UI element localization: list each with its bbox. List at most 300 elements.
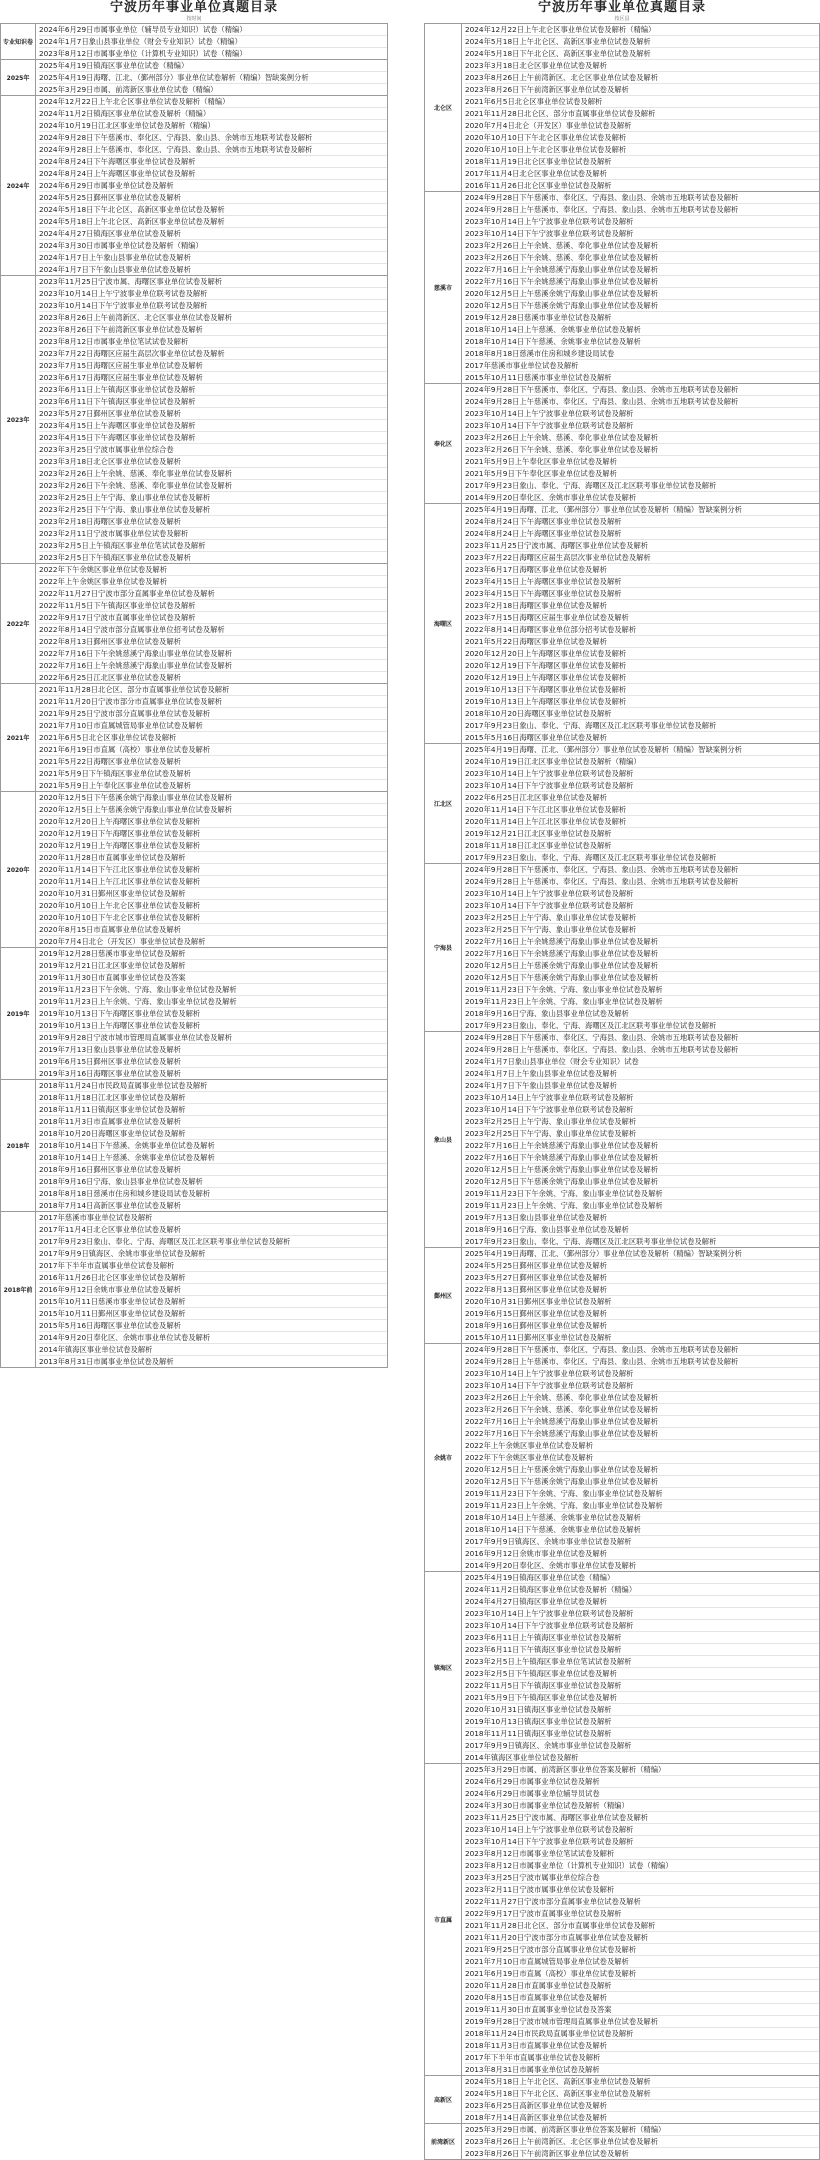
- toc-entry[interactable]: 2018年8月18日慈溪市住房和城乡建设局试卷及解析: [39, 1188, 387, 1200]
- toc-entry[interactable]: 2019年11月23日上午余姚、宁海、象山事业单位试卷及解析: [465, 1500, 819, 1512]
- section-label: 2018年: [1, 1080, 36, 1212]
- toc-entry[interactable]: 2019年12月21日江北区事业单位试卷及解析: [39, 960, 387, 972]
- toc-entry[interactable]: 2024年9月28日下午慈溪市、奉化区、宁海县、象山县、余姚市五地联考试卷及解析: [465, 384, 819, 396]
- toc-entry[interactable]: 2019年6月15日鄞州区事业单位试卷及解析: [39, 1056, 387, 1068]
- toc-entry[interactable]: 2024年9月28日上午慈溪市、奉化区、宁海县、象山县、余姚市五地联考试卷及解析: [465, 1044, 819, 1056]
- toc-entry[interactable]: 2023年2月18日海曙区事业单位试卷及解析: [39, 516, 387, 528]
- toc-entry[interactable]: 2019年7月13日象山县事业单位试卷及解析: [465, 1212, 819, 1224]
- toc-entry[interactable]: 2020年10月10日下午北仑区事业单位试卷及解析: [465, 132, 819, 144]
- toc-entry[interactable]: 2024年6月29日市属事业单位试卷及解析: [39, 180, 387, 192]
- toc-entry[interactable]: 2024年11月2日镇海区事业单位试卷及解析（精编）: [465, 1584, 819, 1596]
- toc-entry[interactable]: 2023年6月11日上午镇海区事业单位试卷及解析: [39, 384, 387, 396]
- toc-entry[interactable]: 2024年9月28日上午慈溪市、奉化区、宁海县、象山县、余姚市五地联考试卷及解析: [39, 144, 387, 156]
- toc-entry[interactable]: 2022年7月16日上午余姚慈溪宁海象山事业单位试卷及解析: [465, 1416, 819, 1428]
- toc-entry[interactable]: 2024年9月28日上午慈溪市、奉化区、宁海县、象山县、余姚市五地联考试卷及解析: [465, 876, 819, 888]
- toc-entry[interactable]: 2020年8月15日市直属事业单位试卷及解析: [465, 1992, 819, 2004]
- section-items: [36, 1212, 388, 1368]
- toc-entry[interactable]: 2024年11月2日镇海区事业单位试卷及解析（精编）: [39, 108, 387, 120]
- toc-entry[interactable]: 2023年2月26日下午余姚、慈溪、奉化事业单位试卷及解析: [465, 252, 819, 264]
- toc-entry[interactable]: 2024年5月18日下午北仑区、高新区事业单位试卷及解析: [465, 48, 819, 60]
- toc-entry[interactable]: 2023年5月27日鄞州区事业单位试卷及解析: [39, 408, 387, 420]
- toc-entry[interactable]: 2021年11月20日宁波市部分市直属事业单位试卷及解析: [465, 1932, 819, 1944]
- toc-entry[interactable]: 2023年11月25日宁波市属、海曙区事业单位试卷及解析: [39, 276, 387, 288]
- toc-entry[interactable]: 2020年12月5日下午慈溪余姚宁海象山事业单位试卷及解析: [465, 1176, 819, 1188]
- toc-entry[interactable]: 2022年8月13日鄞州区事业单位试卷及解析: [39, 636, 387, 648]
- toc-entry[interactable]: 2015年10月11日鄞州区事业单位试卷及解析: [465, 1333, 612, 1342]
- toc-entry[interactable]: 2019年7月13日象山县事业单位试卷及解析: [39, 1044, 387, 1056]
- toc-entry[interactable]: 2018年11月11日镇海区事业单位试卷及解析: [465, 1728, 819, 1740]
- toc-entry[interactable]: 2022年7月16日上午余姚慈溪宁海象山事业单位试卷及解析: [465, 264, 819, 276]
- toc-entry[interactable]: 2018年7月14日高新区事业单位试卷及解析: [39, 1201, 181, 1210]
- toc-entry[interactable]: 2023年2月5日下午镇海区事业单位试卷及解析: [465, 1668, 819, 1680]
- toc-entry[interactable]: 2020年10月31日鄞州区事业单位试卷及解析: [39, 888, 387, 900]
- toc-entry[interactable]: 2017年11月4日北仑区事业单位试卷及解析: [39, 1224, 387, 1236]
- toc-entry[interactable]: 2023年2月11日宁波市属事业单位试卷及解析: [465, 1884, 819, 1896]
- toc-entry[interactable]: 2017年9月23日象山、奉化、宁海、海曙区及江北区联考事业单位试卷及解析: [465, 853, 717, 862]
- toc-entry[interactable]: 2024年9月28日上午慈溪市、奉化区、宁海县、象山县、余姚市五地联考试卷及解析: [465, 396, 819, 408]
- toc-entry[interactable]: 2021年6月5日北仑区事业单位试卷及解析: [465, 96, 819, 108]
- toc-entry[interactable]: 2023年7月22日海曙区应届生高层次事业单位试卷及解析: [465, 552, 819, 564]
- toc-entry[interactable]: 2023年2月25日下午宁海、象山事业单位试卷及解析: [39, 504, 387, 516]
- section-label: 2019年: [1, 948, 36, 1080]
- toc-entry[interactable]: 2022年7月16日上午余姚慈溪宁海象山事业单位试卷及解析: [465, 1140, 819, 1152]
- toc-entry[interactable]: 2024年9月28日下午慈溪市、奉化区、宁海县、象山县、余姚市五地联考试卷及解析: [39, 132, 387, 144]
- toc-entry[interactable]: 2023年7月22日海曙区应届生高层次事业单位试卷及解析: [39, 348, 387, 360]
- toc-entry[interactable]: 2021年5月9日上午奉化区事业单位试卷及解析: [465, 456, 819, 468]
- toc-entry[interactable]: 2019年10月13日下午海曙区事业单位试卷及解析: [465, 684, 819, 696]
- toc-entry[interactable]: 2022年下午余姚区事业单位试卷及解析: [39, 564, 387, 576]
- toc-entry[interactable]: 2022年7月16日上午余姚慈溪宁海象山事业单位试卷及解析: [465, 936, 819, 948]
- toc-entry[interactable]: 2019年10月13日上午海曙区事业单位试卷及解析: [465, 696, 819, 708]
- toc-entry[interactable]: 2020年12月5日上午慈溪余姚宁海象山事业单位试卷及解析: [39, 804, 387, 816]
- toc-entry[interactable]: 2023年11月25日宁波市属、海曙区事业单位试卷及解析: [465, 1812, 819, 1824]
- left-subtitle: 按时间: [186, 16, 202, 22]
- toc-entry[interactable]: 2023年10月14日上午宁波事业单位联考试卷及解析: [465, 1824, 819, 1836]
- toc-entry[interactable]: 2023年4月15日上午海曙区事业单位试卷及解析: [465, 576, 819, 588]
- toc-entry[interactable]: 2017年9月9日镇海区、余姚市事业单位试卷及解析: [39, 1248, 387, 1260]
- toc-entry[interactable]: 2020年12月19日下午海曙区事业单位试卷及解析: [465, 660, 819, 672]
- toc-entry[interactable]: 2021年7月10日市直属城管局事业单位试卷及解析: [39, 720, 387, 732]
- toc-entry[interactable]: 2020年12月5日下午慈溪余姚宁海象山事业单位试卷及解析: [465, 300, 819, 312]
- toc-entry[interactable]: 2017年9月23日象山、奉化、宁海、海曙区及江北区联考事业单位试卷及解析: [39, 1236, 387, 1248]
- toc-entry[interactable]: 2024年5月25日鄞州区事业单位试卷及解析: [465, 1260, 819, 1272]
- section-label: 余姚市: [425, 1344, 462, 1572]
- toc-entry[interactable]: 2023年10月14日上午宁波事业单位联考试卷及解析: [465, 888, 819, 900]
- toc-entry[interactable]: 2023年3月25日宁波市属事业单位综合卷: [39, 444, 387, 456]
- toc-entry[interactable]: 2020年11月14日上午江北区事业单位试卷及解析: [39, 876, 387, 888]
- toc-entry[interactable]: 2020年12月5日上午慈溪余姚宁海象山事业单位试卷及解析: [465, 288, 819, 300]
- toc-entry[interactable]: 2013年8月31日市属事业单位试卷及解析: [39, 1357, 174, 1366]
- toc-entry[interactable]: 2018年10月14日上午慈溪、余姚事业单位试卷及解析: [465, 1512, 819, 1524]
- toc-entry[interactable]: 2022年9月17日宁波市直属事业单位试卷及解析: [39, 612, 387, 624]
- toc-entry[interactable]: 2018年10月14日上午慈溪、余姚事业单位试卷及解析: [465, 324, 819, 336]
- toc-entry[interactable]: 2024年6月29日市属事业单位试卷及解析: [465, 1776, 819, 1788]
- toc-entry[interactable]: 2020年12月19日上午海曙区事业单位试卷及解析: [39, 840, 387, 852]
- toc-entry[interactable]: 2018年10月14日上午慈溪、余姚事业单位试卷及解析: [39, 1152, 387, 1164]
- toc-entry[interactable]: 2019年10月13日镇海区事业单位试卷及解析: [465, 1716, 819, 1728]
- toc-entry[interactable]: 2017年慈溪市事业单位试卷及解析: [39, 1212, 387, 1224]
- toc-entry[interactable]: 2024年6月29日市属事业单位（辅导员专业知识）试卷（精编）: [39, 24, 387, 36]
- toc-entry[interactable]: 2023年2月25日上午宁海、象山事业单位试卷及解析: [39, 492, 387, 504]
- toc-entry[interactable]: 2021年5月22日海曙区事业单位试卷及解析: [465, 636, 819, 648]
- toc-entry[interactable]: 2024年4月27日镇海区事业单位试卷及解析: [465, 1596, 819, 1608]
- toc-entry[interactable]: 2018年10月20日海曙区事业单位试卷及解析: [465, 708, 819, 720]
- toc-entry[interactable]: 2016年11月26日北仑区事业单位试卷及解析: [39, 1272, 387, 1284]
- toc-entry[interactable]: 2025年4月19日海曙、江北、（鄞州部分）事业单位试卷解析（精编）智缺案例分析: [39, 72, 387, 84]
- section-items: [36, 276, 388, 564]
- toc-entry[interactable]: 2015年5月16日海曙区事业单位试卷及解析: [39, 1320, 387, 1332]
- toc-entry[interactable]: 2023年10月14日下午宁波事业单位联考试卷及解析: [465, 228, 819, 240]
- toc-entry[interactable]: 2025年4月19日镇海区事业单位试卷（精编）: [39, 60, 387, 72]
- toc-entry[interactable]: 2023年3月25日宁波市属事业单位综合卷: [465, 1872, 819, 1884]
- toc-entry[interactable]: 2021年5月9日下午镇海区事业单位试卷及解析: [39, 768, 387, 780]
- toc-entry[interactable]: 2021年5月22日海曙区事业单位试卷及解析: [39, 756, 387, 768]
- toc-entry[interactable]: 2018年11月18日江北区事业单位试卷及解析: [465, 840, 819, 852]
- toc-entry[interactable]: 2015年10月11日慈溪市事业单位试卷及解析: [39, 1296, 387, 1308]
- toc-entry[interactable]: 2021年6月19日市直属（高校）事业单位试卷及解析: [465, 1968, 819, 1980]
- toc-entry[interactable]: 2024年8月24日上午海曙区事业单位试卷及解析: [465, 528, 819, 540]
- toc-entry[interactable]: 2023年10月14日下午宁波事业单位联考试卷及解析: [39, 300, 387, 312]
- toc-entry[interactable]: 2018年10月14日下午慈溪、余姚事业单位试卷及解析: [465, 336, 819, 348]
- toc-entry[interactable]: 2024年5月18日下午北仑区、高新区事业单位试卷及解析: [39, 204, 387, 216]
- toc-entry[interactable]: 2023年4月15日下午海曙区事业单位试卷及解析: [465, 588, 819, 600]
- toc-entry[interactable]: 2014年9月20日奉化区、余姚市事业单位试卷及解析: [465, 1561, 637, 1570]
- toc-entry[interactable]: 2022年上午余姚区事业单位试卷及解析: [39, 576, 387, 588]
- toc-entry[interactable]: 2015年5月16日海曙区事业单位试卷及解析: [465, 733, 607, 742]
- toc-entry[interactable]: 2023年2月26日上午余姚、慈溪、奉化事业单位试卷及解析: [465, 240, 819, 252]
- toc-entry[interactable]: 2019年11月23日上午余姚、宁海、象山事业单位试卷及解析: [39, 996, 387, 1008]
- toc-entry[interactable]: 2023年10月14日上午宁波事业单位联考试卷及解析: [465, 1608, 819, 1620]
- toc-entry[interactable]: 2022年7月16日下午余姚慈溪宁海象山事业单位试卷及解析: [465, 276, 819, 288]
- toc-entry[interactable]: 2022年8月13日鄞州区事业单位试卷及解析: [465, 1284, 819, 1296]
- toc-entry[interactable]: 2019年9月28日宁波市城市管理局直属事业单位试卷及解析: [39, 1032, 387, 1044]
- toc-entry[interactable]: 2017年9月23日象山、奉化、宁海、海曙区及江北区联考事业单位试卷及解析: [465, 1237, 717, 1246]
- toc-entry[interactable]: 2018年10月14日下午慈溪、余姚事业单位试卷及解析: [39, 1140, 387, 1152]
- toc-entry[interactable]: 2024年6月29日市属事业单位辅导员试卷: [465, 1788, 819, 1800]
- toc-entry[interactable]: 2018年11月3日市直属事业单位试卷及解析: [39, 1116, 387, 1128]
- toc-entry[interactable]: 2023年8月26日上午前湾新区、北仑区事业单位试卷及解析: [465, 72, 819, 84]
- toc-entry[interactable]: 2023年5月27日鄞州区事业单位试卷及解析: [465, 1272, 819, 1284]
- toc-entry[interactable]: 2024年12月22日上午北仑区事业单位试卷及解析（精编）: [39, 96, 387, 108]
- toc-entry[interactable]: 2018年8月18日慈溪市住房和城乡建设局试卷: [465, 348, 819, 360]
- toc-entry[interactable]: 2023年8月26日上午前湾新区、北仑区事业单位试卷及解析: [39, 312, 387, 324]
- toc-entry[interactable]: 2017年9月23日象山、奉化、宁海、海曙区及江北区联考事业单位试卷及解析: [465, 720, 819, 732]
- toc-entry[interactable]: 2024年9月28日上午慈溪市、奉化区、宁海县、象山县、余姚市五地联考试卷及解析: [465, 1356, 819, 1368]
- toc-entry[interactable]: 2020年10月31日鄞州区事业单位试卷及解析: [465, 1296, 819, 1308]
- toc-entry[interactable]: 2021年11月20日宁波市部分市直属事业单位试卷及解析: [39, 696, 387, 708]
- toc-entry[interactable]: 2022年7月16日下午余姚慈溪宁海象山事业单位试卷及解析: [39, 648, 387, 660]
- toc-entry[interactable]: 2019年11月23日下午余姚、宁海、象山事业单位试卷及解析: [465, 1188, 819, 1200]
- toc-entry[interactable]: 2018年9月16日宁海、象山县事业单位试卷及解析: [39, 1176, 387, 1188]
- toc-entry[interactable]: 2015年10月11日慈溪市事业单位试卷及解析: [465, 373, 612, 382]
- toc-entry[interactable]: 2019年11月23日上午余姚、宁海、象山事业单位试卷及解析: [465, 996, 819, 1008]
- toc-entry[interactable]: 2020年12月20日上午海曙区事业单位试卷及解析: [465, 648, 819, 660]
- toc-entry[interactable]: 2024年5月25日鄞州区事业单位试卷及解析: [39, 192, 387, 204]
- toc-entry[interactable]: 2023年2月25日上午宁海、象山事业单位试卷及解析: [465, 1116, 819, 1128]
- toc-entry[interactable]: 2023年8月26日下午前湾新区事业单位试卷及解析: [465, 2149, 629, 2158]
- toc-entry[interactable]: 2017年9月23日象山、奉化、宁海、海曙区及江北区联考事业单位试卷及解析: [465, 1021, 717, 1030]
- toc-entry[interactable]: 2024年3月30日市属事业单位试卷及解析（精编）: [39, 240, 387, 252]
- toc-entry[interactable]: 2025年4月19日海曙、江北、（鄞州部分）事业单位试卷及解析（精编）智缺案例分析: [465, 1248, 819, 1260]
- toc-entry[interactable]: 2024年9月28日下午慈溪市、奉化区、宁海县、象山县、余姚市五地联考试卷及解析: [465, 864, 819, 876]
- section-items: [462, 864, 820, 1032]
- toc-entry[interactable]: 2017年9月9日镇海区、余姚市事业单位试卷及解析: [465, 1536, 819, 1548]
- toc-entry[interactable]: 2023年6月25日高新区事业单位试卷及解析: [465, 2100, 819, 2112]
- toc-entry[interactable]: 2024年1月7日上午象山县事业单位试卷及解析: [465, 1068, 819, 1080]
- toc-entry[interactable]: 2023年2月5日上午镇海区事业单位笔试试卷及解析: [39, 540, 387, 552]
- toc-entry[interactable]: 2024年8月24日下午海曙区事业单位试卷及解析: [39, 156, 387, 168]
- toc-entry[interactable]: 2017年9月23日象山、奉化、宁海、海曙区及江北区联考事业单位试卷及解析: [465, 480, 819, 492]
- toc-entry[interactable]: 2018年10月20日海曙区事业单位试卷及解析: [39, 1128, 387, 1140]
- toc-entry[interactable]: 2020年10月10日上午北仑区事业单位试卷及解析: [465, 144, 819, 156]
- toc-entry[interactable]: 2024年1月7日下午象山县事业单位试卷及解析: [465, 1080, 819, 1092]
- toc-entry[interactable]: 2019年10月13日上午海曙区事业单位试卷及解析: [39, 1020, 387, 1032]
- toc-entry[interactable]: 2014年镇海区事业单位试卷及解析: [465, 1753, 579, 1762]
- toc-entry[interactable]: 2022年7月16日上午余姚慈溪宁海象山事业单位试卷及解析: [39, 660, 387, 672]
- toc-entry[interactable]: 2023年2月26日上午余姚、慈溪、奉化事业单位试卷及解析: [465, 432, 819, 444]
- toc-entry[interactable]: 2023年10月14日下午宁波事业单位联考试卷及解析: [465, 1836, 819, 1848]
- toc-entry[interactable]: 2023年4月15日上午海曙区事业单位试卷及解析: [39, 420, 387, 432]
- toc-entry[interactable]: 2022年11月5日下午镇海区事业单位试卷及解析: [465, 1680, 819, 1692]
- toc-entry[interactable]: 2018年11月3日市直属事业单位试卷及解析: [465, 2040, 819, 2052]
- toc-entry[interactable]: 2023年10月14日下午宁波事业单位联考试卷及解析: [465, 780, 819, 792]
- toc-entry[interactable]: 2023年7月15日海曙区应届生事业单位试卷及解析: [39, 360, 387, 372]
- toc-entry[interactable]: 2019年11月23日下午余姚、宁海、象山事业单位试卷及解析: [465, 1488, 819, 1500]
- toc-entry[interactable]: 2018年10月14日下午慈溪、余姚事业单位试卷及解析: [465, 1524, 819, 1536]
- toc-entry[interactable]: 2023年2月26日下午余姚、慈溪、奉化事业单位试卷及解析: [39, 480, 387, 492]
- toc-entry[interactable]: 2024年1月7日上午象山县事业单位试卷及解析: [39, 252, 387, 264]
- toc-entry[interactable]: 2024年5月18日上午北仑区、高新区事业单位试卷及解析: [465, 36, 819, 48]
- toc-entry[interactable]: 2023年10月14日上午宁波事业单位联考试卷及解析: [465, 1368, 819, 1380]
- toc-entry[interactable]: 2023年6月17日海曙区事业单位试卷及解析: [465, 564, 819, 576]
- toc-entry[interactable]: 2023年2月26日上午余姚、慈溪、奉化事业单位试卷及解析: [465, 1392, 819, 1404]
- toc-entry[interactable]: 2019年12月21日江北区事业单位试卷及解析: [465, 828, 819, 840]
- section-items: [462, 2124, 820, 2160]
- toc-entry[interactable]: 2018年11月18日江北区事业单位试卷及解析: [39, 1092, 387, 1104]
- toc-entry[interactable]: 2020年11月28日市直属事业单位试卷及解析: [465, 1980, 819, 1992]
- toc-entry[interactable]: 2023年10月14日下午宁波事业单位联考试卷及解析: [465, 1380, 819, 1392]
- toc-entry[interactable]: 2021年7月10日市直属城管局事业单位试卷及解析: [465, 1956, 819, 1968]
- toc-entry[interactable]: 2020年11月14日下午江北区事业单位试卷及解析: [39, 864, 387, 876]
- toc-entry[interactable]: 2016年11月26日北仑区事业单位试卷及解析: [465, 181, 612, 190]
- toc-entry[interactable]: 2023年2月25日上午宁海、象山事业单位试卷及解析: [465, 912, 819, 924]
- toc-entry[interactable]: 2020年7月4日北仑（开发区）事业单位试卷及解析: [465, 120, 819, 132]
- toc-entry[interactable]: 2024年4月27日镇海区事业单位试卷及解析: [39, 228, 387, 240]
- toc-entry[interactable]: 2024年8月24日上午海曙区事业单位试卷及解析: [39, 168, 387, 180]
- toc-entry[interactable]: 2019年11月30日市直属事业单位试卷及答案: [465, 2004, 819, 2016]
- toc-entry[interactable]: 2020年12月19日上午海曙区事业单位试卷及解析: [465, 672, 819, 684]
- toc-entry[interactable]: 2021年5月9日下午镇海区事业单位试卷及解析: [465, 1692, 819, 1704]
- toc-entry[interactable]: 2022年8月14日海曙区事业单位部分招考试卷及解析: [465, 624, 819, 636]
- toc-entry[interactable]: 2020年10月10日上午北仑区事业单位试卷及解析: [39, 900, 387, 912]
- toc-entry[interactable]: 2024年5月18日上午北仑区、高新区事业单位试卷及解析: [39, 216, 387, 228]
- toc-entry[interactable]: 2022年6月25日江北区事业单位试卷及解析: [39, 673, 181, 682]
- toc-entry[interactable]: 2017年下半年市直属事业单位试卷及解析: [39, 1260, 387, 1272]
- toc-entry[interactable]: 2020年12月5日下午慈溪余姚宁海象山事业单位试卷及解析: [39, 792, 387, 804]
- toc-entry[interactable]: 2019年11月30日市直属事业单位试卷及答案: [39, 972, 387, 984]
- toc-entry[interactable]: 2023年2月18日海曙区事业单位试卷及解析: [465, 600, 819, 612]
- toc-entry[interactable]: 2018年11月11日镇海区事业单位试卷及解析: [39, 1104, 387, 1116]
- toc-entry[interactable]: 2022年11月5日下午镇海区事业单位试卷及解析: [39, 600, 387, 612]
- toc-entry[interactable]: 2022年8月14日宁波市部分直属事业单位招考试卷及解析: [39, 624, 387, 636]
- toc-entry[interactable]: 2017年9月9日镇海区、余姚市事业单位试卷及解析: [465, 1740, 819, 1752]
- toc-entry[interactable]: 2023年10月14日上午宁波事业单位联考试卷及解析: [465, 408, 819, 420]
- toc-entry[interactable]: 2016年9月12日余姚市事业单位试卷及解析: [39, 1284, 387, 1296]
- toc-entry[interactable]: 2022年11月27日宁波市部分直属事业单位试卷及解析: [39, 588, 387, 600]
- toc-entry[interactable]: 2024年12月22日上午北仑区事业单位试卷及解析（精编）: [465, 24, 819, 36]
- toc-entry[interactable]: 2018年11月24日市民政局直属事业单位试卷及解析: [465, 2028, 819, 2040]
- toc-entry[interactable]: 2020年12月5日上午慈溪余姚宁海象山事业单位试卷及解析: [465, 1464, 819, 1476]
- toc-entry[interactable]: 2023年4月15日下午海曙区事业单位试卷及解析: [39, 432, 387, 444]
- toc-entry[interactable]: 2024年8月24日下午海曙区事业单位试卷及解析: [465, 516, 819, 528]
- toc-entry[interactable]: 2023年2月25日下午宁海、象山事业单位试卷及解析: [465, 924, 819, 936]
- toc-entry[interactable]: 2023年8月26日下午前湾新区事业单位试卷及解析: [39, 324, 387, 336]
- toc-entry[interactable]: 2024年1月7日象山县事业单位（财会专业知识）试卷（精编）: [39, 36, 387, 48]
- toc-section-row: [1, 1212, 388, 1368]
- toc-entry[interactable]: 2021年6月19日市直属（高校）事业单位试卷及解析: [39, 744, 387, 756]
- toc-entry[interactable]: 2024年9月28日上午慈溪市、奉化区、宁海县、象山县、余姚市五地联考试卷及解析: [465, 204, 819, 216]
- toc-entry[interactable]: 2021年11月28日北仑区、部分市直属事业单位试卷及解析: [39, 684, 387, 696]
- toc-entry[interactable]: 2022年下午余姚区事业单位试卷及解析: [465, 1452, 819, 1464]
- toc-entry[interactable]: 2017年11月4日北仑区事业单位试卷及解析: [465, 168, 819, 180]
- toc-entry[interactable]: 2019年11月23日上午余姚、宁海、象山事业单位试卷及解析: [465, 1200, 819, 1212]
- toc-entry[interactable]: 2024年1月7日象山县事业单位（财会专业知识）试卷: [465, 1056, 819, 1068]
- toc-entry[interactable]: 2019年10月13日下午海曙区事业单位试卷及解析: [39, 1008, 387, 1020]
- toc-entry[interactable]: 2023年10月14日上午宁波事业单位联考试卷及解析: [465, 1092, 819, 1104]
- toc-entry[interactable]: 2023年10月14日上午宁波事业单位联考试卷及解析: [465, 216, 819, 228]
- toc-entry[interactable]: 2018年9月16日鄞州区事业单位试卷及解析: [39, 1164, 387, 1176]
- toc-entry[interactable]: 2022年9月17日宁波市直属事业单位试卷及解析: [465, 1908, 819, 1920]
- toc-entry[interactable]: 2025年4月19日海曙、江北、（鄞州部分）事业单位试卷及解析（精编）智缺案例分析: [465, 504, 819, 516]
- toc-entry[interactable]: 2019年3月16日海曙区事业单位试卷及解析: [39, 1069, 181, 1078]
- toc-entry[interactable]: 2019年11月23日下午余姚、宁海、象山事业单位试卷及解析: [465, 984, 819, 996]
- toc-entry[interactable]: 2024年10月19日江北区事业单位试卷及解析（精编）: [465, 756, 819, 768]
- toc-entry[interactable]: 2023年8月12日市属事业单位（计算机专业知识）试卷（精编）: [39, 49, 247, 58]
- toc-entry[interactable]: 2018年9月16日鄞州区事业单位试卷及解析: [465, 1320, 819, 1332]
- toc-entry[interactable]: 2018年11月24日市民政局直属事业单位试卷及解析: [39, 1080, 387, 1092]
- toc-entry[interactable]: 2024年5月18日上午北仑区、高新区事业单位试卷及解析: [465, 2076, 819, 2088]
- toc-entry[interactable]: 2016年9月12日余姚市事业单位试卷及解析: [465, 1548, 819, 1560]
- toc-entry[interactable]: 2023年8月26日上午前湾新区、北仑区事业单位试卷及解析: [465, 2136, 819, 2148]
- toc-entry[interactable]: 2024年1月7日下午象山县事业单位试卷及解析: [39, 265, 191, 274]
- toc-entry[interactable]: 2020年7月4日北仑（开发区）事业单位试卷及解析: [39, 937, 206, 946]
- toc-entry[interactable]: 2020年11月14日下午江北区事业单位试卷及解析: [465, 804, 819, 816]
- toc-entry[interactable]: 2024年3月30日市属事业单位试卷及解析（精编）: [465, 1800, 819, 1812]
- toc-entry[interactable]: 2025年4月19日镇海区事业单位试卷（精编）: [465, 1572, 819, 1584]
- toc-entry[interactable]: 2018年11月19日北仑区事业单位试卷及解析: [465, 156, 819, 168]
- toc-entry[interactable]: 2019年6月15日鄞州区事业单位试卷及解析: [465, 1308, 819, 1320]
- toc-entry[interactable]: 2017年下半年市直属事业单位试卷及解析: [465, 2052, 819, 2064]
- toc-entry[interactable]: 2023年8月12日市属事业单位笔试试卷及解析: [465, 1848, 819, 1860]
- toc-entry[interactable]: 2014年镇海区事业单位试卷及解析: [39, 1344, 387, 1356]
- toc-entry[interactable]: 2019年11月23日下午余姚、宁海、象山事业单位试卷及解析: [39, 984, 387, 996]
- toc-entry[interactable]: 2021年9月25日宁波市部分直属事业单位试卷及解析: [39, 708, 387, 720]
- toc-entry[interactable]: 2020年12月20日上午海曙区事业单位试卷及解析: [39, 816, 387, 828]
- toc-entry[interactable]: 2023年7月15日海曙区应届生事业单位试卷及解析: [465, 612, 819, 624]
- toc-entry[interactable]: 2025年4月19日海曙、江北、（鄞州部分）事业单位试卷及解析（精编）智缺案例分析: [465, 744, 819, 756]
- toc-entry[interactable]: 2023年10月14日下午宁波事业单位联考试卷及解析: [465, 420, 819, 432]
- toc-entry[interactable]: 2020年10月31日镇海区事业单位试卷及解析: [465, 1704, 819, 1716]
- toc-entry[interactable]: 2023年10月14日上午宁波事业单位联考试卷及解析: [465, 768, 819, 780]
- toc-entry[interactable]: 2020年12月19日下午海曙区事业单位试卷及解析: [39, 828, 387, 840]
- toc-entry[interactable]: 2023年2月11日宁波市属事业单位试卷及解析: [39, 528, 387, 540]
- toc-entry[interactable]: 2020年12月5日上午慈溪余姚宁海象山事业单位试卷及解析: [465, 960, 819, 972]
- toc-entry[interactable]: 2023年2月26日下午余姚、慈溪、奉化事业单位试卷及解析: [465, 1404, 819, 1416]
- toc-entry[interactable]: 2013年8月31日市属事业单位试卷及解析: [465, 2065, 600, 2074]
- section-label: 象山县: [425, 1032, 462, 1248]
- toc-entry[interactable]: 2023年10月14日下午宁波事业单位联考试卷及解析: [465, 1104, 819, 1116]
- toc-entry[interactable]: 2024年10月19日江北区事业单位试卷及解析（精编）: [39, 120, 387, 132]
- toc-entry[interactable]: 2023年3月18日北仑区事业单位试卷及解析: [39, 456, 387, 468]
- toc-entry[interactable]: 2024年5月18日下午北仑区、高新区事业单位试卷及解析: [465, 2088, 819, 2100]
- toc-entry[interactable]: 2015年10月11日鄞州区事业单位试卷及解析: [39, 1308, 387, 1320]
- toc-entry[interactable]: 2023年6月11日下午镇海区事业单位试卷及解析: [39, 396, 387, 408]
- toc-entry[interactable]: 2023年6月17日海曙区应届生事业单位试卷及解析: [39, 372, 387, 384]
- toc-entry[interactable]: 2020年12月5日上午慈溪余姚宁海象山事业单位试卷及解析: [465, 1164, 819, 1176]
- toc-entry[interactable]: 2020年8月15日市直属事业单位试卷及解析: [39, 924, 387, 936]
- toc-entry[interactable]: 2021年11月28日北仑区、部分市直属事业单位试卷及解析: [465, 108, 819, 120]
- toc-entry[interactable]: 2023年2月26日下午余姚、慈溪、奉化事业单位试卷及解析: [465, 444, 819, 456]
- toc-entry[interactable]: 2018年9月16日宁海、象山县事业单位试卷及解析: [465, 1224, 819, 1236]
- toc-entry[interactable]: 2021年6月5日北仑区事业单位试卷及解析: [39, 732, 387, 744]
- toc-entry[interactable]: 2023年10月14日下午宁波事业单位联考试卷及解析: [465, 1620, 819, 1632]
- toc-entry[interactable]: 2019年12月28日慈溪市事业单位试卷及解析: [465, 312, 819, 324]
- toc-entry[interactable]: 2022年6月25日江北区事业单位试卷及解析: [465, 792, 819, 804]
- toc-entry[interactable]: 2022年11月27日宁波市部分直属事业单位试卷及解析: [465, 1896, 819, 1908]
- toc-entry[interactable]: 2018年7月14日高新区事业单位试卷及解析: [465, 2113, 607, 2122]
- toc-entry[interactable]: 2021年9月25日宁波市部分直属事业单位试卷及解析: [465, 1944, 819, 1956]
- toc-entry[interactable]: 2023年3月18日北仑区事业单位试卷及解析: [465, 60, 819, 72]
- toc-entry[interactable]: 2023年8月26日下午前湾新区事业单位试卷及解析: [465, 84, 819, 96]
- toc-entry[interactable]: 2020年12月5日下午慈溪余姚宁海象山事业单位试卷及解析: [465, 1476, 819, 1488]
- toc-entry[interactable]: 2022年上午余姚区事业单位试卷及解析: [465, 1440, 819, 1452]
- toc-entry[interactable]: 2021年11月28日北仑区、部分市直属事业单位试卷及解析: [465, 1920, 819, 1932]
- toc-entry[interactable]: 2020年11月28日市直属事业单位试卷及解析: [39, 852, 387, 864]
- toc-entry[interactable]: 2022年7月16日下午余姚慈溪宁海象山事业单位试卷及解析: [465, 948, 819, 960]
- toc-entry[interactable]: 2023年10月14日上午宁波事业单位联考试卷及解析: [39, 288, 387, 300]
- toc-entry[interactable]: 2023年2月26日上午余姚、慈溪、奉化事业单位试卷及解析: [39, 468, 387, 480]
- toc-entry[interactable]: 2020年11月14日上午江北区事业单位试卷及解析: [465, 816, 819, 828]
- toc-entry[interactable]: 2019年9月28日宁波市城市管理局直属事业单位试卷及解析: [465, 2016, 819, 2028]
- toc-entry[interactable]: 2020年10月10日下午北仑区事业单位试卷及解析: [39, 912, 387, 924]
- toc-entry[interactable]: 2025年3月29日市属、前湾新区事业单位答案及解析（精编）: [465, 2124, 819, 2136]
- toc-entry[interactable]: 2018年9月16日宁海、象山县事业单位试卷及解析: [465, 1008, 819, 1020]
- toc-entry[interactable]: 2020年12月5日下午慈溪余姚宁海象山事业单位试卷及解析: [465, 972, 819, 984]
- toc-entry[interactable]: 2024年9月28日下午慈溪市、奉化区、宁海县、象山县、余姚市五地联考试卷及解析: [465, 1032, 819, 1044]
- toc-entry[interactable]: 2023年11月25日宁波市属、海曙区事业单位试卷及解析: [465, 540, 819, 552]
- toc-entry[interactable]: 2021年5月9日下午奉化区事业单位试卷及解析: [465, 468, 819, 480]
- toc-entry[interactable]: 2014年9月20日奉化区、余姚市事业单位试卷及解析: [39, 1332, 387, 1344]
- toc-entry[interactable]: 2024年9月28日下午慈溪市、奉化区、宁海县、象山县、余姚市五地联考试卷及解析: [465, 192, 819, 204]
- toc-entry[interactable]: 2025年3月29日市属、前湾新区事业单位试卷（精编）: [39, 85, 218, 94]
- toc-entry[interactable]: 2022年7月16日下午余姚慈溪宁海象山事业单位试卷及解析: [465, 1428, 819, 1440]
- toc-entry[interactable]: 2023年8月12日市属事业单位笔试试卷及解析: [39, 336, 387, 348]
- toc-entry[interactable]: 2023年2月25日下午宁海、象山事业单位试卷及解析: [465, 1128, 819, 1140]
- toc-entry[interactable]: 2021年5月9日上午奉化区事业单位试卷及解析: [39, 781, 191, 790]
- toc-entry[interactable]: 2023年10月14日下午宁波事业单位联考试卷及解析: [465, 900, 819, 912]
- toc-entry[interactable]: 2022年7月16日下午余姚慈溪宁海象山事业单位试卷及解析: [465, 1152, 819, 1164]
- toc-entry[interactable]: 2023年2月5日上午镇海区事业单位笔试试卷及解析: [465, 1656, 819, 1668]
- toc-entry[interactable]: 2023年6月11日上午镇海区事业单位试卷及解析: [465, 1632, 819, 1644]
- toc-entry[interactable]: 2023年2月5日下午镇海区事业单位试卷及解析: [39, 553, 191, 562]
- toc-entry[interactable]: 2025年3月29日市属、前湾新区事业单位答案及解析（精编）: [465, 1764, 819, 1776]
- toc-entry[interactable]: 2014年9月20日奉化区、余姚市事业单位试卷及解析: [465, 493, 637, 502]
- toc-entry[interactable]: 2023年8月12日市属事业单位（计算机专业知识）试卷（精编）: [465, 1860, 819, 1872]
- toc-entry[interactable]: 2024年9月28日下午慈溪市、奉化区、宁海县、象山县、余姚市五地联考试卷及解析: [465, 1344, 819, 1356]
- toc-entry[interactable]: 2019年12月28日慈溪市事业单位试卷及解析: [39, 948, 387, 960]
- toc-entry[interactable]: 2023年6月11日下午镇海区事业单位试卷及解析: [465, 1644, 819, 1656]
- toc-entry[interactable]: 2017年慈溪市事业单位试卷及解析: [465, 360, 819, 372]
